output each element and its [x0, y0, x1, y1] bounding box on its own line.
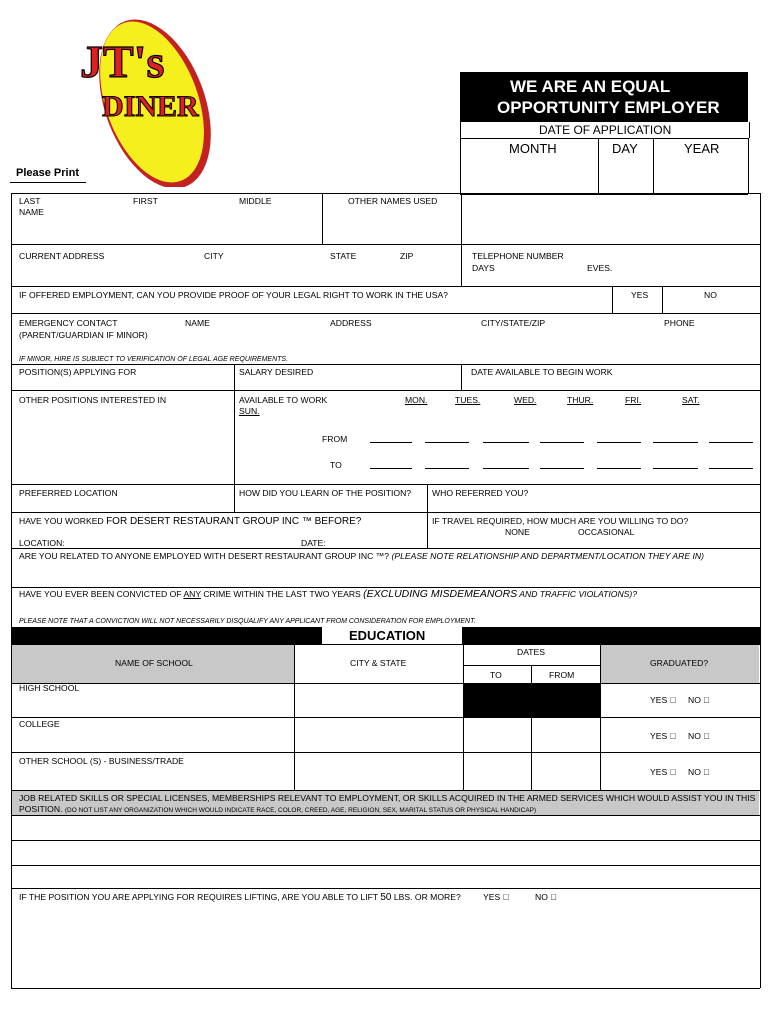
- high-school-dates-fill: [463, 683, 600, 717]
- emergency-csz-label: CITY/STATE/ZIP: [481, 318, 546, 328]
- to-blank[interactable]: [425, 468, 469, 469]
- logo-bottom-text: DINER: [102, 90, 199, 123]
- to-header: TO: [490, 670, 502, 680]
- checkbox-icon[interactable]: [670, 767, 676, 777]
- lifting-no-label: NO: [535, 892, 551, 902]
- lifting-q1: IF THE POSITION YOU ARE APPLYING FOR REQUIRES LIFTING, ARE YOU ABLE TO LIFT: [19, 892, 381, 902]
- travel-occasional-option[interactable]: OCCASIONAL: [578, 527, 635, 537]
- travel-question: IF TRAVEL REQUIRED, HOW MUCH ARE YOU WILLING TO DO?: [432, 516, 689, 526]
- jts-diner-logo: [60, 12, 230, 187]
- worked-question-for: FOR DESERT RESTAURANT GROUP INC ™ BEFORE?: [106, 516, 362, 527]
- other-names-label: OTHER NAMES USED: [348, 196, 438, 206]
- dates-header: DATES: [517, 647, 546, 657]
- related-question: [19, 551, 704, 561]
- lifting-yes[interactable]: [483, 892, 509, 902]
- date-available-label: DATE AVAILABLE TO BEGIN WORK: [471, 367, 613, 377]
- to-blank[interactable]: [597, 468, 641, 469]
- name-label: NAME: [19, 207, 44, 217]
- row-college: COLLEGE: [19, 719, 60, 729]
- convicted-q1: HAVE YOU EVER BEEN CONVICTED OF: [19, 589, 184, 599]
- day-label: DAY: [612, 141, 638, 156]
- related-note: (PLEASE NOTE RELATIONSHIP AND DEPARTMENT/LOCATION THEY ARE IN): [391, 551, 704, 561]
- city-label: CITY: [204, 251, 224, 261]
- conviction-note: PLEASE NOTE THAT A CONVICTION WILL NOT NECESSARILY DISQUALIFY ANY APPLICANT FROM CONSIDERATION FOR EMPLOYMENT.: [19, 618, 476, 625]
- from-blank[interactable]: [483, 442, 529, 443]
- to-blank[interactable]: [483, 468, 529, 469]
- to-blank[interactable]: [709, 468, 753, 469]
- row-high-school: HIGH SCHOOL: [19, 683, 80, 693]
- day-sun: SUN.: [239, 406, 260, 416]
- to-blank[interactable]: [653, 468, 698, 469]
- checkbox-icon[interactable]: [703, 767, 709, 777]
- college-yes[interactable]: [650, 731, 676, 741]
- lifting-question: [19, 892, 461, 903]
- current-address-label: CURRENT ADDRESS: [19, 251, 105, 261]
- convicted-question: [19, 589, 637, 599]
- middle-name-label: MIDDLE: [239, 196, 272, 206]
- related-question-text: ARE YOU RELATED TO ANYONE EMPLOYED WITH DESERT RESTAURANT GROUP INC ™?: [19, 551, 392, 561]
- lifting-fifty: 50: [380, 892, 392, 903]
- hs-yes[interactable]: [650, 695, 676, 705]
- convicted-q2: CRIME WITHIN THE LAST TWO YEARS: [200, 589, 364, 599]
- hs-no-label: NO: [688, 695, 704, 705]
- worked-question-pre: HAVE YOU WORKED: [19, 516, 107, 526]
- equal-line2: OPPORTUNITY EMPLOYER: [497, 98, 720, 117]
- who-referred-label: WHO REFERRED YOU?: [432, 488, 529, 498]
- education-title: EDUCATION: [349, 628, 426, 643]
- graduated-header: GRADUATED?: [650, 658, 709, 668]
- emergency-address-label: ADDRESS: [330, 318, 372, 328]
- lifting-no[interactable]: [535, 892, 557, 902]
- from-blank[interactable]: [540, 442, 584, 443]
- equal-line1: WE ARE AN EQUAL: [510, 77, 671, 96]
- checkbox-icon[interactable]: [503, 892, 509, 902]
- days-label: DAYS: [472, 263, 495, 273]
- other-positions-label: OTHER POSITIONS INTERESTED IN: [19, 395, 167, 405]
- day-sat: SAT.: [682, 395, 700, 405]
- emergency-name-label: NAME: [185, 318, 210, 328]
- hs-yes-label: YES: [650, 695, 670, 705]
- checkbox-icon[interactable]: [703, 731, 709, 741]
- worked-location-label: LOCATION:: [19, 538, 65, 548]
- from-blank[interactable]: [425, 442, 469, 443]
- salary-desired-label: SALARY DESIRED: [239, 367, 314, 377]
- to-label: TO: [330, 460, 342, 470]
- eves-label: EVES.: [587, 263, 613, 273]
- convicted-q3: AND TRAFFIC VIOLATIONS)?: [517, 589, 638, 599]
- convicted-any: ANY: [183, 589, 201, 599]
- legal-yes-option[interactable]: YES: [631, 290, 649, 300]
- day-mon: MON.: [405, 395, 428, 405]
- other-no[interactable]: [688, 767, 710, 777]
- college-no-label: NO: [688, 731, 704, 741]
- other-yes[interactable]: [650, 767, 676, 777]
- skills-line1: JOB RELATED SKILLS OR SPECIAL LICENSES, MEMBERSHIPS RELEVANT TO EMPLOYMENT, OR SKILLS ACQUIRED IN THE ARMED SERVICES WHICH WOULD ASSIST YOU IN THIS: [19, 793, 756, 803]
- legal-right-question: IF OFFERED EMPLOYMENT, CAN YOU PROVIDE PROOF OF YOUR LEGAL RIGHT TO WORK IN THE USA?: [19, 290, 448, 300]
- from-blank[interactable]: [370, 442, 412, 443]
- day-thur: THUR.: [567, 395, 594, 405]
- please-print: Please Print: [16, 167, 79, 179]
- hs-no[interactable]: [688, 695, 710, 705]
- lifting-q2: LBS. OR MORE?: [391, 892, 461, 902]
- college-no[interactable]: [688, 731, 710, 741]
- emergency-contact-label: EMERGENCY CONTACT: [19, 318, 118, 328]
- positions-applying-label: POSITION(S) APPLYING FOR: [19, 367, 137, 377]
- from-blank[interactable]: [653, 442, 698, 443]
- from-blank[interactable]: [597, 442, 641, 443]
- travel-none-option[interactable]: NONE: [505, 527, 530, 537]
- day-wed: WED.: [514, 395, 537, 405]
- available-to-work-label: AVAILABLE TO WORK: [239, 395, 328, 405]
- last-name-label: LAST: [19, 196, 41, 206]
- telephone-label: TELEPHONE NUMBER: [472, 251, 564, 261]
- checkbox-icon[interactable]: [703, 695, 709, 705]
- first-name-label: FIRST: [133, 196, 158, 206]
- from-label: FROM: [322, 434, 348, 444]
- learn-of-position-label: HOW DID YOU LEARN OF THE POSITION?: [239, 488, 412, 498]
- skills-position: POSITION.: [19, 804, 65, 814]
- other-yes-label: YES: [650, 767, 670, 777]
- city-state-header: CITY & STATE: [350, 658, 407, 668]
- school-name-header: NAME OF SCHOOL: [115, 658, 193, 668]
- skills-disclaimer: (DO NOT LIST ANY ORGANIZATION WHICH WOULD INDICATE RACE, COLOR, CREED, AGE, RELIGION, SEX, MARITAL STATUS OR PHYSICAL HANDICAP): [64, 807, 537, 814]
- day-fri: FRI.: [625, 395, 642, 405]
- lifting-yes-label: YES: [483, 892, 503, 902]
- to-blank[interactable]: [370, 468, 412, 469]
- convicted-excluding: (EXCLUDING MISDEMEANORS: [363, 588, 518, 600]
- month-label: MONTH: [509, 141, 557, 156]
- from-blank[interactable]: [709, 442, 753, 443]
- state-label: STATE: [330, 251, 357, 261]
- preferred-location-label: PREFERRED LOCATION: [19, 488, 118, 498]
- to-blank[interactable]: [540, 468, 584, 469]
- date-of-application-label: DATE OF APPLICATION: [539, 123, 672, 137]
- other-no-label: NO: [688, 767, 704, 777]
- emergency-guardian-label: (PARENT/GUARDIAN IF MINOR): [19, 330, 148, 340]
- worked-date-label: DATE:: [301, 538, 326, 548]
- minor-note: IF MINOR, HIRE IS SUBJECT TO VERIFICATION OF LEGAL AGE REQUIREMENTS.: [19, 356, 289, 363]
- row-other-school: OTHER SCHOOL (S) - BUSINESS/TRADE: [19, 756, 184, 766]
- day-tues: TUES.: [455, 395, 481, 405]
- checkbox-icon[interactable]: [550, 892, 556, 902]
- emergency-phone-label: PHONE: [664, 318, 695, 328]
- college-yes-label: YES: [650, 731, 670, 741]
- checkbox-icon[interactable]: [670, 731, 676, 741]
- worked-before-question: [19, 516, 361, 527]
- year-label: YEAR: [684, 141, 720, 156]
- from-header: FROM: [549, 670, 575, 680]
- logo-top-text: JT's: [80, 36, 165, 87]
- zip-label: ZIP: [400, 251, 414, 261]
- legal-no-option[interactable]: NO: [704, 290, 717, 300]
- checkbox-icon[interactable]: [670, 695, 676, 705]
